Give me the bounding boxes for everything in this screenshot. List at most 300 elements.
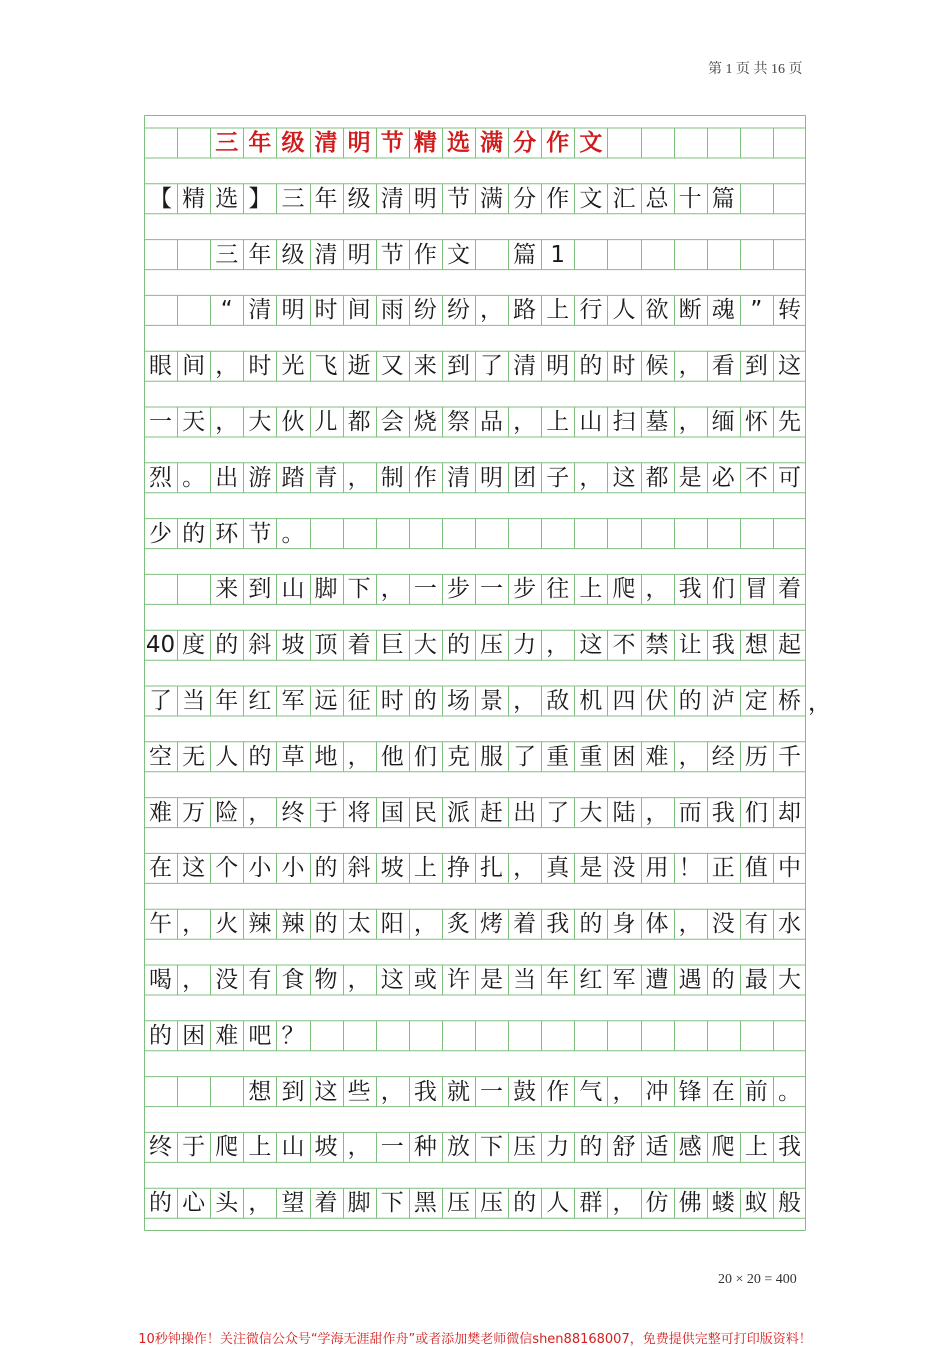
grid-cell: 遇 — [678, 967, 702, 993]
grid-cell: 了 — [513, 743, 537, 770]
grid-cell: 烤 — [480, 911, 504, 938]
grid-cell: 的 — [314, 911, 338, 938]
grid-cell: 到 — [248, 576, 272, 603]
grid-cell: 年 — [546, 967, 570, 993]
grid-cell: 机 — [579, 688, 603, 714]
grid-row — [144, 407, 806, 437]
grid-cell: 这 — [182, 855, 206, 882]
grid-cell: 的 — [215, 632, 239, 659]
grid-cell: 让 — [678, 632, 702, 659]
grid-row — [144, 128, 806, 158]
grid-cell: 儿 — [314, 409, 338, 435]
grid-cell: 遭 — [645, 967, 669, 993]
grid-cell: 没 — [711, 911, 735, 938]
grid-cell: ， — [678, 353, 702, 380]
grid-cell: 着 — [347, 632, 371, 659]
grid-cell: 飞 — [314, 353, 338, 380]
grid-cell: 大 — [777, 967, 801, 993]
grid-cell: 都 — [347, 409, 371, 435]
grid-cell: 文 — [579, 130, 603, 156]
grid-cell: 冲 — [645, 1078, 669, 1105]
grid-cell: 定 — [744, 688, 768, 714]
grid-cell: 天 — [182, 409, 206, 435]
grid-cell: 少 — [149, 520, 173, 547]
grid-cell: 这 — [380, 967, 404, 993]
grid-cell: 或 — [413, 967, 437, 993]
grid-cell: 间 — [182, 353, 206, 380]
grid-cell: 感 — [678, 1134, 702, 1161]
grid-cell: 困 — [612, 743, 636, 770]
grid-cell: 压 — [480, 632, 504, 659]
grid-cell: 是 — [579, 855, 603, 882]
grid-cell: 蚁 — [744, 1190, 768, 1217]
grid-cell: 锋 — [678, 1078, 702, 1105]
grid-cell: 压 — [446, 1190, 470, 1217]
grid-cell: 他 — [380, 743, 404, 770]
grid-cell: ， — [612, 1190, 636, 1217]
grid-cell: 时 — [380, 688, 404, 714]
grid-cell — [177, 240, 210, 270]
grid-cell: ， — [413, 911, 437, 938]
grid-cell: 终 — [281, 799, 305, 826]
grid-cell: 逝 — [347, 353, 371, 380]
grid-cell: 斜 — [248, 632, 272, 659]
grid-cell: 山 — [281, 1134, 305, 1161]
grid-cell: ， — [645, 576, 669, 603]
grid-cell: 难 — [215, 1022, 239, 1049]
grid-cell: 这 — [612, 464, 636, 491]
grid-cell: 是 — [480, 967, 504, 993]
grid-cell: 一 — [149, 409, 173, 435]
grid-cell: 一 — [380, 1134, 404, 1161]
grid-cell: 满 — [480, 130, 504, 156]
grid-cell: 清 — [446, 464, 470, 491]
grid-lines — [144, 115, 806, 1231]
grid-cell: 望 — [281, 1190, 305, 1217]
grid-cell: 红 — [579, 967, 603, 993]
grid-cell: 团 — [513, 464, 537, 491]
grid-cell: ， — [579, 464, 603, 491]
grid-cell: 无 — [182, 743, 206, 770]
grid-row — [144, 853, 806, 883]
grid-cell: 有 — [744, 911, 768, 938]
grid-cell: 纷 — [446, 297, 470, 324]
grid-cell: 怀 — [744, 409, 768, 435]
grid-cell: 眼 — [149, 353, 173, 380]
grid-cell: 些 — [347, 1078, 371, 1105]
grid-cell: 力 — [546, 1134, 570, 1161]
grid-cell: ， — [480, 297, 504, 324]
grid-cell: 的 — [579, 911, 603, 938]
grid-cell: 缅 — [711, 409, 735, 435]
grid-cell: 到 — [446, 353, 470, 380]
grid-cell: 。 — [281, 520, 305, 547]
grid-cell: 来 — [413, 353, 437, 380]
grid-row — [144, 351, 806, 381]
grid-cell: 品 — [480, 409, 504, 435]
grid-cell: 上 — [579, 576, 603, 603]
grid-cell: 作 — [413, 241, 437, 268]
grid-cell: 个 — [215, 855, 239, 882]
grid-cell: 时 — [248, 353, 272, 380]
grid-cell: 可 — [777, 464, 801, 491]
grid-cell: 克 — [446, 743, 470, 770]
grid-cell: 禁 — [645, 632, 669, 659]
grid-cell: 扫 — [612, 409, 636, 435]
grid-cell: 游 — [248, 464, 272, 491]
grid-row — [144, 742, 806, 772]
grid-cell: 辣 — [281, 911, 305, 938]
grid-cell: 顶 — [314, 632, 338, 659]
grid-cell: 人 — [546, 1190, 570, 1217]
grid-cell: ， — [513, 855, 537, 882]
grid-cell: 篇 — [711, 185, 735, 212]
grid-cell: 心 — [182, 1190, 206, 1217]
grid-cell: 泸 — [711, 688, 735, 714]
grid-cell — [210, 1077, 243, 1107]
grid-cell: 这 — [579, 632, 603, 659]
grid-row — [144, 1132, 806, 1162]
grid-cell: 我 — [711, 799, 735, 826]
grid-cell: 阳 — [380, 911, 404, 938]
grid-cell: 炙 — [446, 911, 470, 938]
grid-cell: 级 — [281, 241, 305, 268]
grid-cell: 下 — [380, 1190, 404, 1217]
grid-cell: 清 — [314, 241, 338, 268]
grid-cell: 三 — [215, 241, 239, 268]
grid-cell: 用 — [645, 855, 669, 882]
grid-cell: 服 — [480, 743, 504, 770]
grid-cell: 了 — [149, 688, 173, 714]
grid-cell: 最 — [744, 967, 768, 993]
grid-cell: 来 — [215, 576, 239, 603]
grid-cell: ， — [182, 911, 206, 938]
grid-cell: 们 — [711, 576, 735, 603]
grid-cell: 精 — [182, 185, 206, 212]
grid-cell: 的 — [711, 967, 735, 993]
grid-cell: 纷 — [413, 297, 437, 324]
grid-cell: 于 — [314, 799, 338, 826]
grid-cell: 头 — [215, 1190, 239, 1217]
grid-cell: ” — [750, 297, 763, 324]
grid-cell: ， — [347, 743, 371, 770]
grid-cell — [144, 128, 177, 158]
grid-cell: 精 — [413, 130, 437, 156]
grid-cell: 年 — [248, 130, 272, 156]
grid-cell: 欲 — [645, 297, 669, 324]
grid-cell: 文 — [579, 185, 603, 212]
grid-cell: 清 — [380, 185, 404, 212]
grid-row — [144, 295, 806, 325]
grid-cell: 路 — [513, 297, 537, 324]
grid-cell: ， — [215, 409, 239, 435]
grid-cell: 将 — [347, 799, 371, 826]
grid-cell: 坡 — [314, 1134, 338, 1161]
grid-cell: 满 — [480, 185, 504, 212]
grid-row — [144, 519, 806, 549]
grid-cell: 三 — [215, 130, 239, 156]
grid-cell: 是 — [678, 464, 702, 491]
grid-cell: 十 — [678, 185, 702, 212]
grid-cell — [144, 295, 177, 325]
grid-cell: 分 — [513, 185, 537, 212]
grid-cell: 我 — [678, 576, 702, 603]
grid-cell: 力 — [513, 632, 537, 659]
grid-cell: 地 — [314, 743, 338, 770]
grid-cell: 大 — [248, 409, 272, 435]
grid-cell: ， — [380, 1078, 404, 1105]
grid-cell: 断 — [678, 297, 702, 324]
grid-cell: 着 — [314, 1190, 338, 1217]
grid-cell: 踏 — [281, 464, 305, 491]
grid-cell: 上 — [413, 855, 437, 882]
grid-cell: 空 — [149, 743, 173, 770]
grid-cell: 作 — [546, 185, 570, 212]
grid-cell: 步 — [446, 576, 470, 603]
grid-cell: 上 — [248, 1134, 272, 1161]
overflow-punctuation: ， — [808, 690, 831, 716]
grid-cell: 】 — [248, 185, 272, 212]
grid-cell: 光 — [281, 353, 305, 380]
grid-cell: 在 — [711, 1078, 735, 1105]
grid-row — [144, 1077, 806, 1107]
grid-cell: 的 — [513, 1190, 537, 1217]
grid-cell: 种 — [413, 1134, 437, 1161]
grid-cell: 节 — [380, 130, 404, 156]
grid-row — [144, 240, 806, 270]
grid-cell: 一 — [413, 576, 437, 603]
grid-cell: 出 — [215, 464, 239, 491]
grid-cell: 明 — [347, 130, 371, 156]
grid-cell: 们 — [744, 799, 768, 826]
grid-cell: 就 — [446, 1078, 470, 1105]
grid-cell: 年 — [248, 241, 272, 268]
grid-cell: 转 — [777, 297, 801, 324]
grid-cell: 魂 — [711, 297, 735, 324]
grid-cell: 火 — [215, 911, 239, 938]
grid-caption: 20 × 20 = 400 — [718, 1272, 797, 1287]
grid-cell: 佛 — [678, 1190, 702, 1217]
grid-row — [144, 1021, 806, 1051]
grid-cell: 远 — [314, 688, 338, 714]
grid-cell: 清 — [513, 353, 537, 380]
grid-row — [144, 1188, 806, 1218]
grid-cell: 红 — [248, 688, 272, 714]
grid-cell: 桥 — [777, 688, 801, 714]
grid-cell: 大 — [413, 632, 437, 659]
grid-cell: 坡 — [380, 855, 404, 882]
grid-cell: 适 — [645, 1134, 669, 1161]
grid-cell: 挣 — [446, 855, 470, 882]
grid-cell: 汇 — [612, 185, 636, 212]
grid-cell: 篇 — [513, 241, 537, 268]
grid-cell: 【 — [149, 185, 173, 212]
grid-cell: 制 — [380, 464, 404, 491]
grid-cell — [177, 574, 210, 604]
grid-cell: 想 — [744, 632, 768, 659]
grid-cell: 陆 — [612, 799, 636, 826]
grid-cell: 脚 — [347, 1190, 371, 1217]
grid-cell: 节 — [248, 520, 272, 547]
grid-cell: 爬 — [215, 1134, 239, 1161]
grid-cell: 上 — [546, 297, 570, 324]
grid-cell: 子 — [546, 464, 570, 491]
grid-cell: 吧 — [248, 1022, 272, 1049]
grid-cell: 往 — [546, 576, 570, 603]
grid-cell: ， — [513, 409, 537, 435]
grid-cell: 群 — [579, 1190, 603, 1217]
grid-cell: 级 — [281, 130, 305, 156]
grid-cell: 烈 — [149, 464, 173, 491]
grid-cell: 爬 — [711, 1134, 735, 1161]
grid-cell: 下 — [480, 1134, 504, 1161]
grid-cell: 难 — [645, 743, 669, 770]
grid-cell: 这 — [777, 353, 801, 380]
grid-cell: 草 — [281, 743, 305, 770]
grid-cell: ， — [347, 1134, 371, 1161]
grid-cell: 又 — [380, 353, 404, 380]
grid-cell: 选 — [215, 185, 239, 212]
grid-cell: 许 — [446, 967, 470, 993]
grid-cell: 作 — [546, 1078, 570, 1105]
grid-cell: 辣 — [248, 911, 272, 938]
grid-cell: 选 — [446, 130, 470, 156]
grid-cell: ， — [612, 1078, 636, 1105]
grid-row — [144, 686, 806, 716]
grid-cell: ？ — [281, 1022, 305, 1049]
grid-cell: 有 — [248, 967, 272, 993]
grid-cell: 的 — [413, 688, 437, 714]
grid-cell: 着 — [777, 576, 801, 603]
grid-cell: 明 — [347, 241, 371, 268]
grid-cell: ， — [182, 967, 206, 993]
grid-cell — [177, 128, 210, 158]
grid-cell: 不 — [744, 464, 768, 491]
grid-cell: 行 — [579, 297, 603, 324]
grid-cell: 环 — [215, 520, 239, 547]
grid-cell: 到 — [744, 353, 768, 380]
grid-cell: 仿 — [645, 1190, 669, 1217]
grid-cell: 派 — [446, 799, 470, 826]
essay-grid-paper — [144, 115, 831, 1231]
grid-cell: 我 — [711, 632, 735, 659]
grid-cell: 们 — [413, 743, 437, 770]
grid-cell: 四 — [612, 688, 636, 714]
grid-cell: ， — [248, 799, 272, 826]
grid-cell: 真 — [546, 855, 570, 882]
grid-cell: 节 — [380, 241, 404, 268]
grid-cell: 的 — [149, 1022, 173, 1049]
grid-cell: 步 — [513, 576, 537, 603]
grid-cell: 山 — [281, 576, 305, 603]
grid-cell: 三 — [281, 185, 305, 212]
grid-cell: 。 — [182, 464, 206, 491]
grid-cell: 我 — [413, 1078, 437, 1105]
grid-row — [144, 965, 806, 995]
grid-cell: 场 — [446, 688, 470, 714]
grid-cell: 斜 — [347, 855, 371, 882]
grid-cell: ！ — [678, 855, 702, 882]
grid-cell: 食 — [281, 967, 305, 993]
grid-cell: 我 — [777, 1134, 801, 1161]
grid-cell: 难 — [149, 799, 173, 826]
grid-cell: 重 — [579, 743, 603, 770]
grid-cell: 清 — [314, 130, 338, 156]
grid-cell — [177, 295, 210, 325]
grid-row — [144, 574, 806, 604]
footer-note: 10秒钟操作！关注微信公众号“学海无涯甜作舟”或者添加樊老师微信shen88168007，免费提供完整可打印版资料！ — [138, 1332, 812, 1347]
grid-cell: 明 — [546, 353, 570, 380]
grid-cell — [144, 574, 177, 604]
grid-cell: 的 — [182, 520, 206, 547]
grid-cell: 国 — [380, 799, 404, 826]
grid-cell: 赶 — [480, 799, 504, 826]
grid-cell: 太 — [347, 911, 371, 938]
grid-cell: 了 — [480, 353, 504, 380]
grid-cell: 时 — [314, 297, 338, 324]
grid-cell: 一 — [480, 1078, 504, 1105]
grid-cell: 征 — [347, 688, 371, 714]
grid-cell: 度 — [182, 632, 206, 659]
grid-cell: 青 — [314, 464, 338, 491]
grid-cell: 脚 — [314, 576, 338, 603]
grid-cell: 当 — [513, 967, 537, 993]
grid-cell: 先 — [777, 409, 801, 435]
grid-cell: 明 — [281, 297, 305, 324]
grid-cell: 放 — [446, 1134, 470, 1161]
grid-cell: 身 — [612, 911, 636, 938]
grid-cell: 于 — [182, 1134, 206, 1161]
grid-row — [144, 909, 806, 939]
grid-cell: 而 — [678, 799, 702, 826]
grid-cell: 喝 — [149, 967, 173, 993]
grid-row — [144, 184, 806, 214]
grid-cell: ， — [380, 576, 404, 603]
grid-cell: 起 — [777, 632, 801, 659]
grid-cell: 小 — [281, 855, 305, 882]
grid-cell: 年 — [314, 185, 338, 212]
grid-cell: 值 — [744, 855, 768, 882]
grid-cell: 了 — [546, 799, 570, 826]
grid-cell: 的 — [446, 632, 470, 659]
grid-cell: 作 — [546, 130, 570, 156]
grid-cell: 的 — [149, 1190, 173, 1217]
grid-row — [144, 630, 806, 660]
grid-cell: 前 — [744, 1078, 768, 1105]
grid-cell: ， — [347, 967, 371, 993]
grid-cell: 时 — [612, 353, 636, 380]
grid-cell: 敌 — [546, 688, 570, 714]
grid-cell — [144, 240, 177, 270]
grid-cell: 般 — [777, 1190, 801, 1217]
grid-cell: 这 — [314, 1078, 338, 1105]
grid-cell: 人 — [612, 297, 636, 324]
grid-cell: 水 — [777, 911, 801, 938]
grid-cell: 险 — [215, 799, 239, 826]
grid-cell: 都 — [645, 464, 669, 491]
grid-cell: 经 — [711, 743, 735, 770]
grid-cell: 气 — [579, 1078, 603, 1105]
grid-cell: 清 — [248, 297, 272, 324]
grid-cell: ， — [645, 799, 669, 826]
grid-cell: 没 — [612, 855, 636, 882]
grid-cell: 巨 — [380, 632, 404, 659]
grid-cell: 一 — [480, 576, 504, 603]
grid-cell: 万 — [182, 799, 206, 826]
grid-cell: ， — [513, 688, 537, 714]
grid-cell: 伏 — [645, 688, 669, 714]
grid-cell: 明 — [413, 185, 437, 212]
